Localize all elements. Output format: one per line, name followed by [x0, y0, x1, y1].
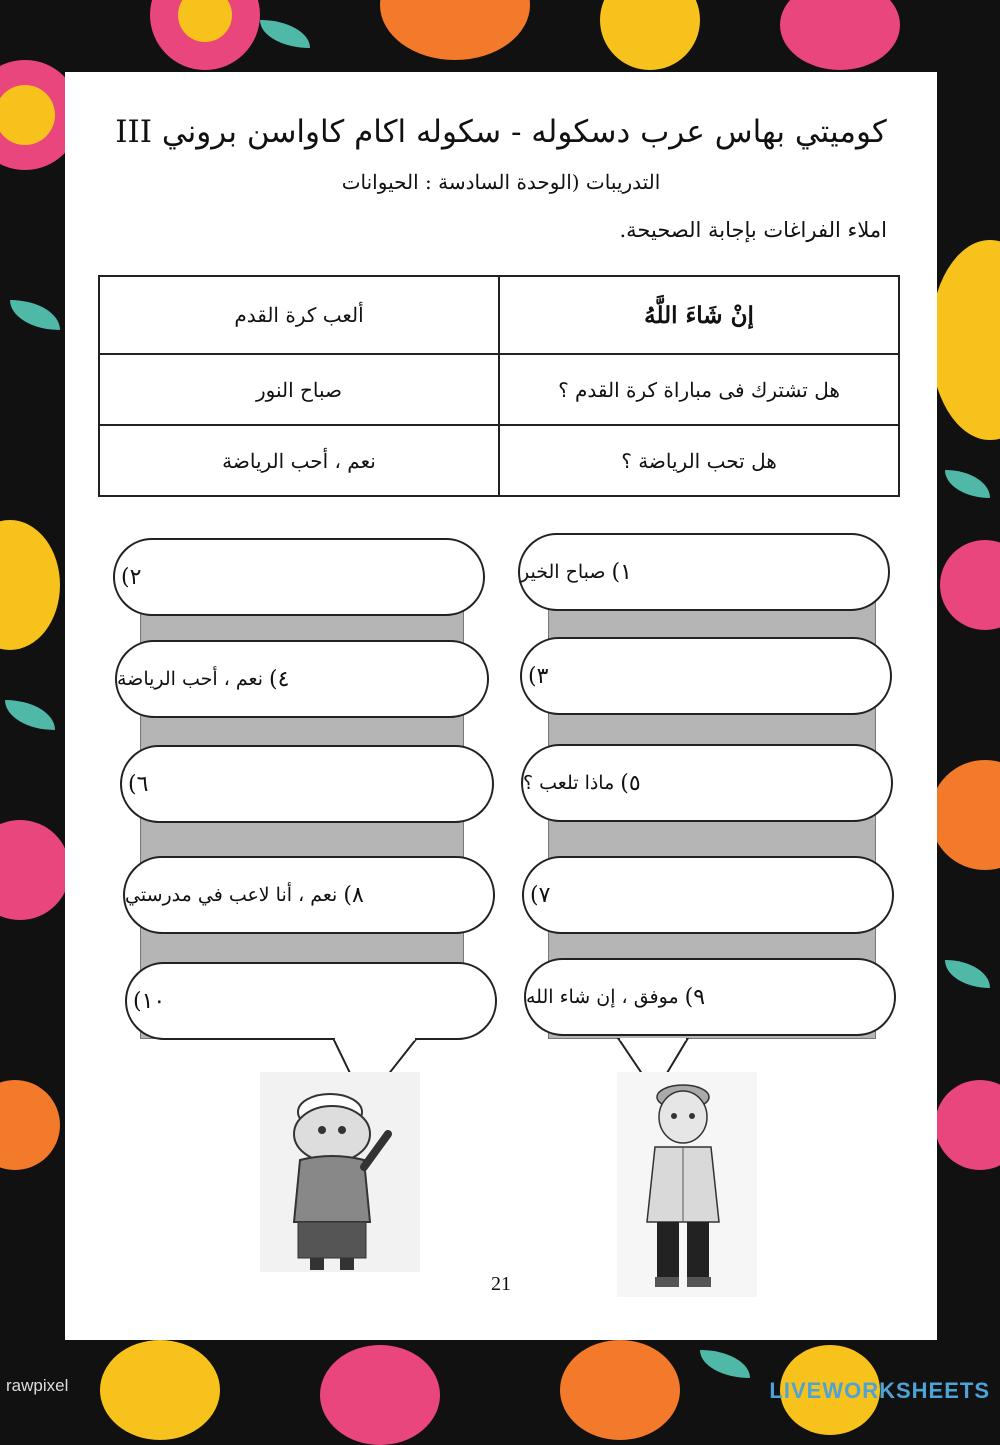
dialogue-bubble-5[interactable] [521, 744, 893, 822]
dialogue-bubble-4[interactable] [115, 640, 489, 718]
bubble-text: نعم ، أنا لاعب في مدرستي [125, 884, 338, 906]
flower-decoration [560, 1340, 680, 1440]
flower-decoration [0, 520, 60, 650]
bubble-number: ٥) [620, 770, 641, 796]
leaf-decoration [945, 960, 990, 988]
dialogue-bubble-3[interactable] [520, 637, 892, 715]
table-row [99, 276, 899, 354]
dialogue-bubble-1[interactable] [518, 533, 890, 611]
dialogue-bubble-9[interactable] [524, 958, 896, 1036]
bubble-number: ٨) [343, 882, 364, 908]
bubble-number: ٧) [530, 882, 551, 908]
flower-decoration [100, 1340, 220, 1440]
flower-decoration [780, 0, 900, 70]
flower-decoration [930, 240, 1000, 440]
dialogue-bubble-7[interactable] [522, 856, 894, 934]
dialogue-bubble-10[interactable] [125, 962, 497, 1040]
leaf-decoration [10, 300, 60, 330]
table-cell: نعم ، أحب الرياضة [99, 425, 499, 496]
instruction-text: املاء الفراغات بإجابة الصحيحة. [619, 218, 887, 242]
bubble-number: ١٠) [133, 988, 166, 1014]
worksheet-page [65, 72, 937, 1340]
boy-with-kopiah-illustration [617, 1072, 757, 1297]
table-cell: إنْ شَاءَ اللَّهُ [499, 276, 899, 354]
table-cell: هل تشترك فى مباراة كرة القدم ؟ [499, 354, 899, 425]
dialogue-bubble-2[interactable] [113, 538, 485, 616]
bubble-number: ٩) [684, 984, 706, 1010]
flower-decoration [0, 820, 70, 920]
bubble-number: ٣) [528, 663, 549, 689]
page-title: كوميتي بهاس عرب دسكوله - سكوله اكام كاواسن بروني III [115, 114, 887, 150]
bubble-text: صباح الخير [520, 561, 606, 583]
flower-decoration [930, 760, 1000, 870]
bubble-number: ٤) [268, 666, 290, 692]
bubble-number: ٢) [121, 564, 142, 590]
leaf-decoration [700, 1350, 750, 1378]
flower-decoration [935, 1080, 1000, 1170]
leaf-decoration [5, 700, 55, 730]
liveworksheets-logo[interactable]: LIVEWORKSHEETS [769, 1378, 990, 1403]
flower-decoration [380, 0, 530, 60]
bubble-text: نعم ، أحب الرياضة [117, 668, 263, 690]
table-cell: هل تحب الرياضة ؟ [499, 425, 899, 496]
leaf-decoration [260, 20, 310, 48]
flower-decoration [940, 540, 1000, 630]
dialogue-bubble-8[interactable] [123, 856, 495, 934]
bubble-number: ١) [611, 559, 632, 585]
flower-decoration [320, 1345, 440, 1445]
bubble-number: ٦) [128, 771, 149, 797]
page-subtitle: التدريبات (الوحدة السادسة : الحيوانات [341, 170, 661, 194]
leaf-decoration [945, 470, 990, 498]
dialogue-bubble-6[interactable] [120, 745, 494, 823]
bubble-text: موفق ، إن شاء الله [526, 986, 679, 1008]
table-row [99, 354, 899, 425]
rawpixel-watermark: rawpixel [6, 1376, 69, 1395]
table-cell: صباح النور [99, 354, 499, 425]
flower-decoration [0, 1080, 60, 1170]
boy-with-cap-illustration [260, 1072, 420, 1272]
page-number: 21 [491, 1273, 511, 1295]
bubble-text: ماذا تلعب ؟ [523, 772, 615, 794]
word-bank-table [98, 275, 900, 497]
flower-decoration [600, 0, 700, 70]
table-cell: ألعب كرة القدم [99, 276, 499, 354]
table-row [99, 425, 899, 496]
